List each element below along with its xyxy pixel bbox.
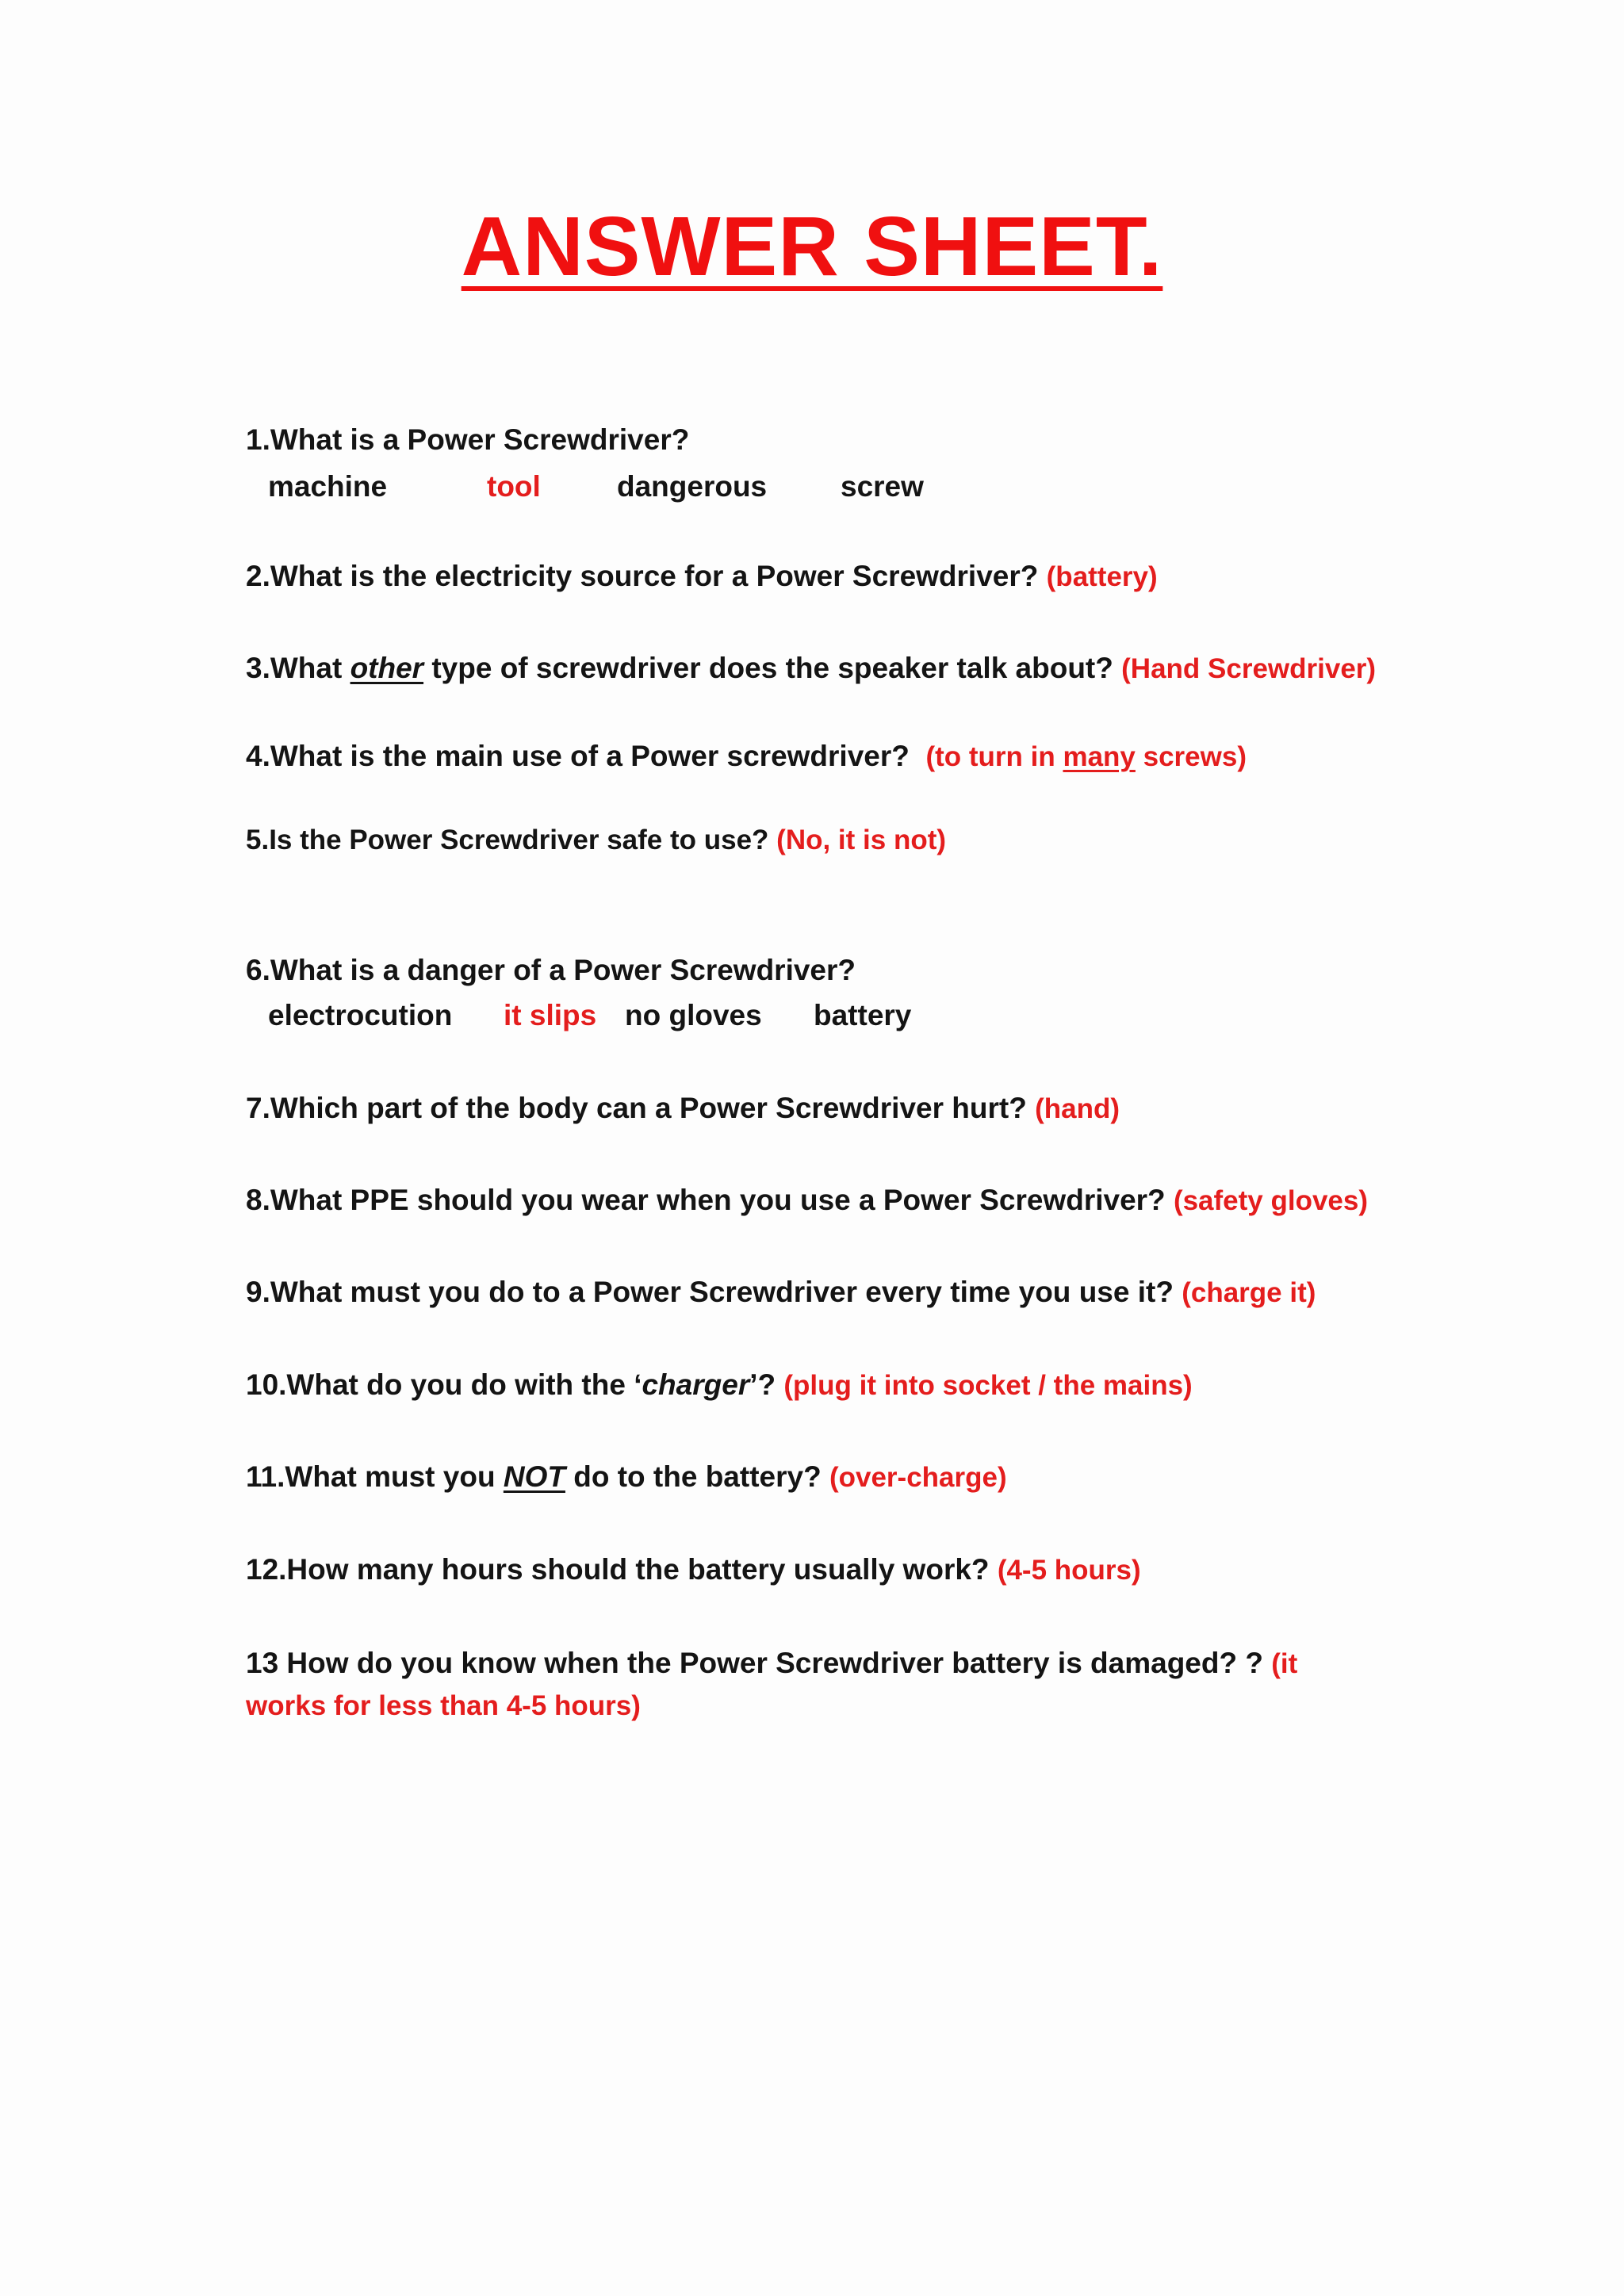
question-4 — [246, 739, 1247, 774]
question-8-text: 8.What PPE should you wear when you use a Power Screwdriver? — [246, 1184, 1166, 1216]
question-12 — [246, 1552, 1141, 1587]
question-1-text: 1.What is a Power Screwdriver? — [246, 423, 690, 456]
question-8-answer: (safety gloves) — [1173, 1185, 1369, 1216]
question-5 — [246, 824, 946, 857]
question-11-text-post: do to the battery? — [565, 1460, 822, 1493]
question-3 — [246, 651, 1376, 686]
question-2-text: 2.What is the electricity source for a Power Screwdriver? — [246, 560, 1039, 592]
question-3-emphasis: other — [350, 652, 424, 684]
question-10-text-post: ’? — [749, 1368, 776, 1401]
question-6-option-it-slips: it slips — [504, 999, 597, 1031]
question-2 — [246, 559, 1158, 594]
question-6-option-electrocution: electrocution — [268, 999, 453, 1031]
question-5-answer: (No, it is not) — [776, 825, 947, 855]
question-1-option-screw: screw — [841, 470, 924, 503]
question-12-text: 12.How many hours should the battery usually work? — [246, 1553, 990, 1586]
question-1 — [246, 423, 689, 457]
question-3-answer: (Hand Screwdriver) — [1121, 653, 1377, 684]
question-13 — [246, 1643, 1372, 1726]
question-5-text: 5.Is the Power Screwdriver safe to use? — [246, 825, 769, 855]
question-12-answer: (4-5 hours) — [997, 1555, 1141, 1586]
question-4-text: 4.What is the main use of a Power screwdriver? — [246, 740, 910, 772]
question-7-text: 7.Which part of the body can a Power Screwdriver hurt? — [246, 1092, 1027, 1124]
question-4-answer-emphasis: many — [1063, 741, 1136, 772]
question-7-answer: (hand) — [1035, 1093, 1120, 1124]
question-11-emphasis: NOT — [503, 1460, 565, 1493]
question-4-answer-post: screws) — [1135, 741, 1247, 772]
question-6-text: 6.What is a danger of a Power Screwdriver? — [246, 954, 856, 986]
question-7 — [246, 1091, 1120, 1126]
question-6-option-battery: battery — [814, 999, 912, 1031]
question-13-text: 13 How do you know when the Power Screwdriver battery is damaged? ? — [246, 1647, 1263, 1679]
question-11 — [246, 1460, 1007, 1494]
question-10-emphasis: charger — [642, 1368, 750, 1401]
page-title: ANSWER SHEET. — [461, 200, 1163, 293]
question-1-option-tool: tool — [487, 470, 541, 503]
question-4-answer-pre: (to turn in — [925, 741, 1063, 772]
question-10-text-pre: 10.What do you do with the ‘ — [246, 1368, 642, 1401]
question-9 — [246, 1275, 1316, 1310]
question-11-answer: (over-charge) — [829, 1462, 1007, 1493]
question-4-answer — [925, 741, 1247, 772]
question-2-answer: (battery) — [1046, 561, 1158, 592]
question-1-option-machine: machine — [268, 470, 388, 503]
question-6 — [246, 953, 856, 988]
question-8 — [246, 1183, 1368, 1218]
question-1-option-dangerous: dangerous — [617, 470, 768, 503]
question-9-text: 9.What must you do to a Power Screwdriver every time you use it? — [246, 1276, 1174, 1308]
question-10 — [246, 1368, 1193, 1402]
question-11-text-pre: 11.What must you — [246, 1460, 504, 1493]
question-9-answer: (charge it) — [1182, 1277, 1316, 1308]
question-3-text-post: type of screwdriver does the speaker talk about? — [423, 652, 1113, 684]
question-13-answer: (it works for less than 4-5 hours) — [246, 1648, 1298, 1721]
question-6-option-no-gloves: no gloves — [625, 999, 762, 1031]
question-10-answer: (plug it into socket / the mains) — [783, 1370, 1193, 1401]
question-3-text-pre: 3.What — [246, 652, 350, 684]
